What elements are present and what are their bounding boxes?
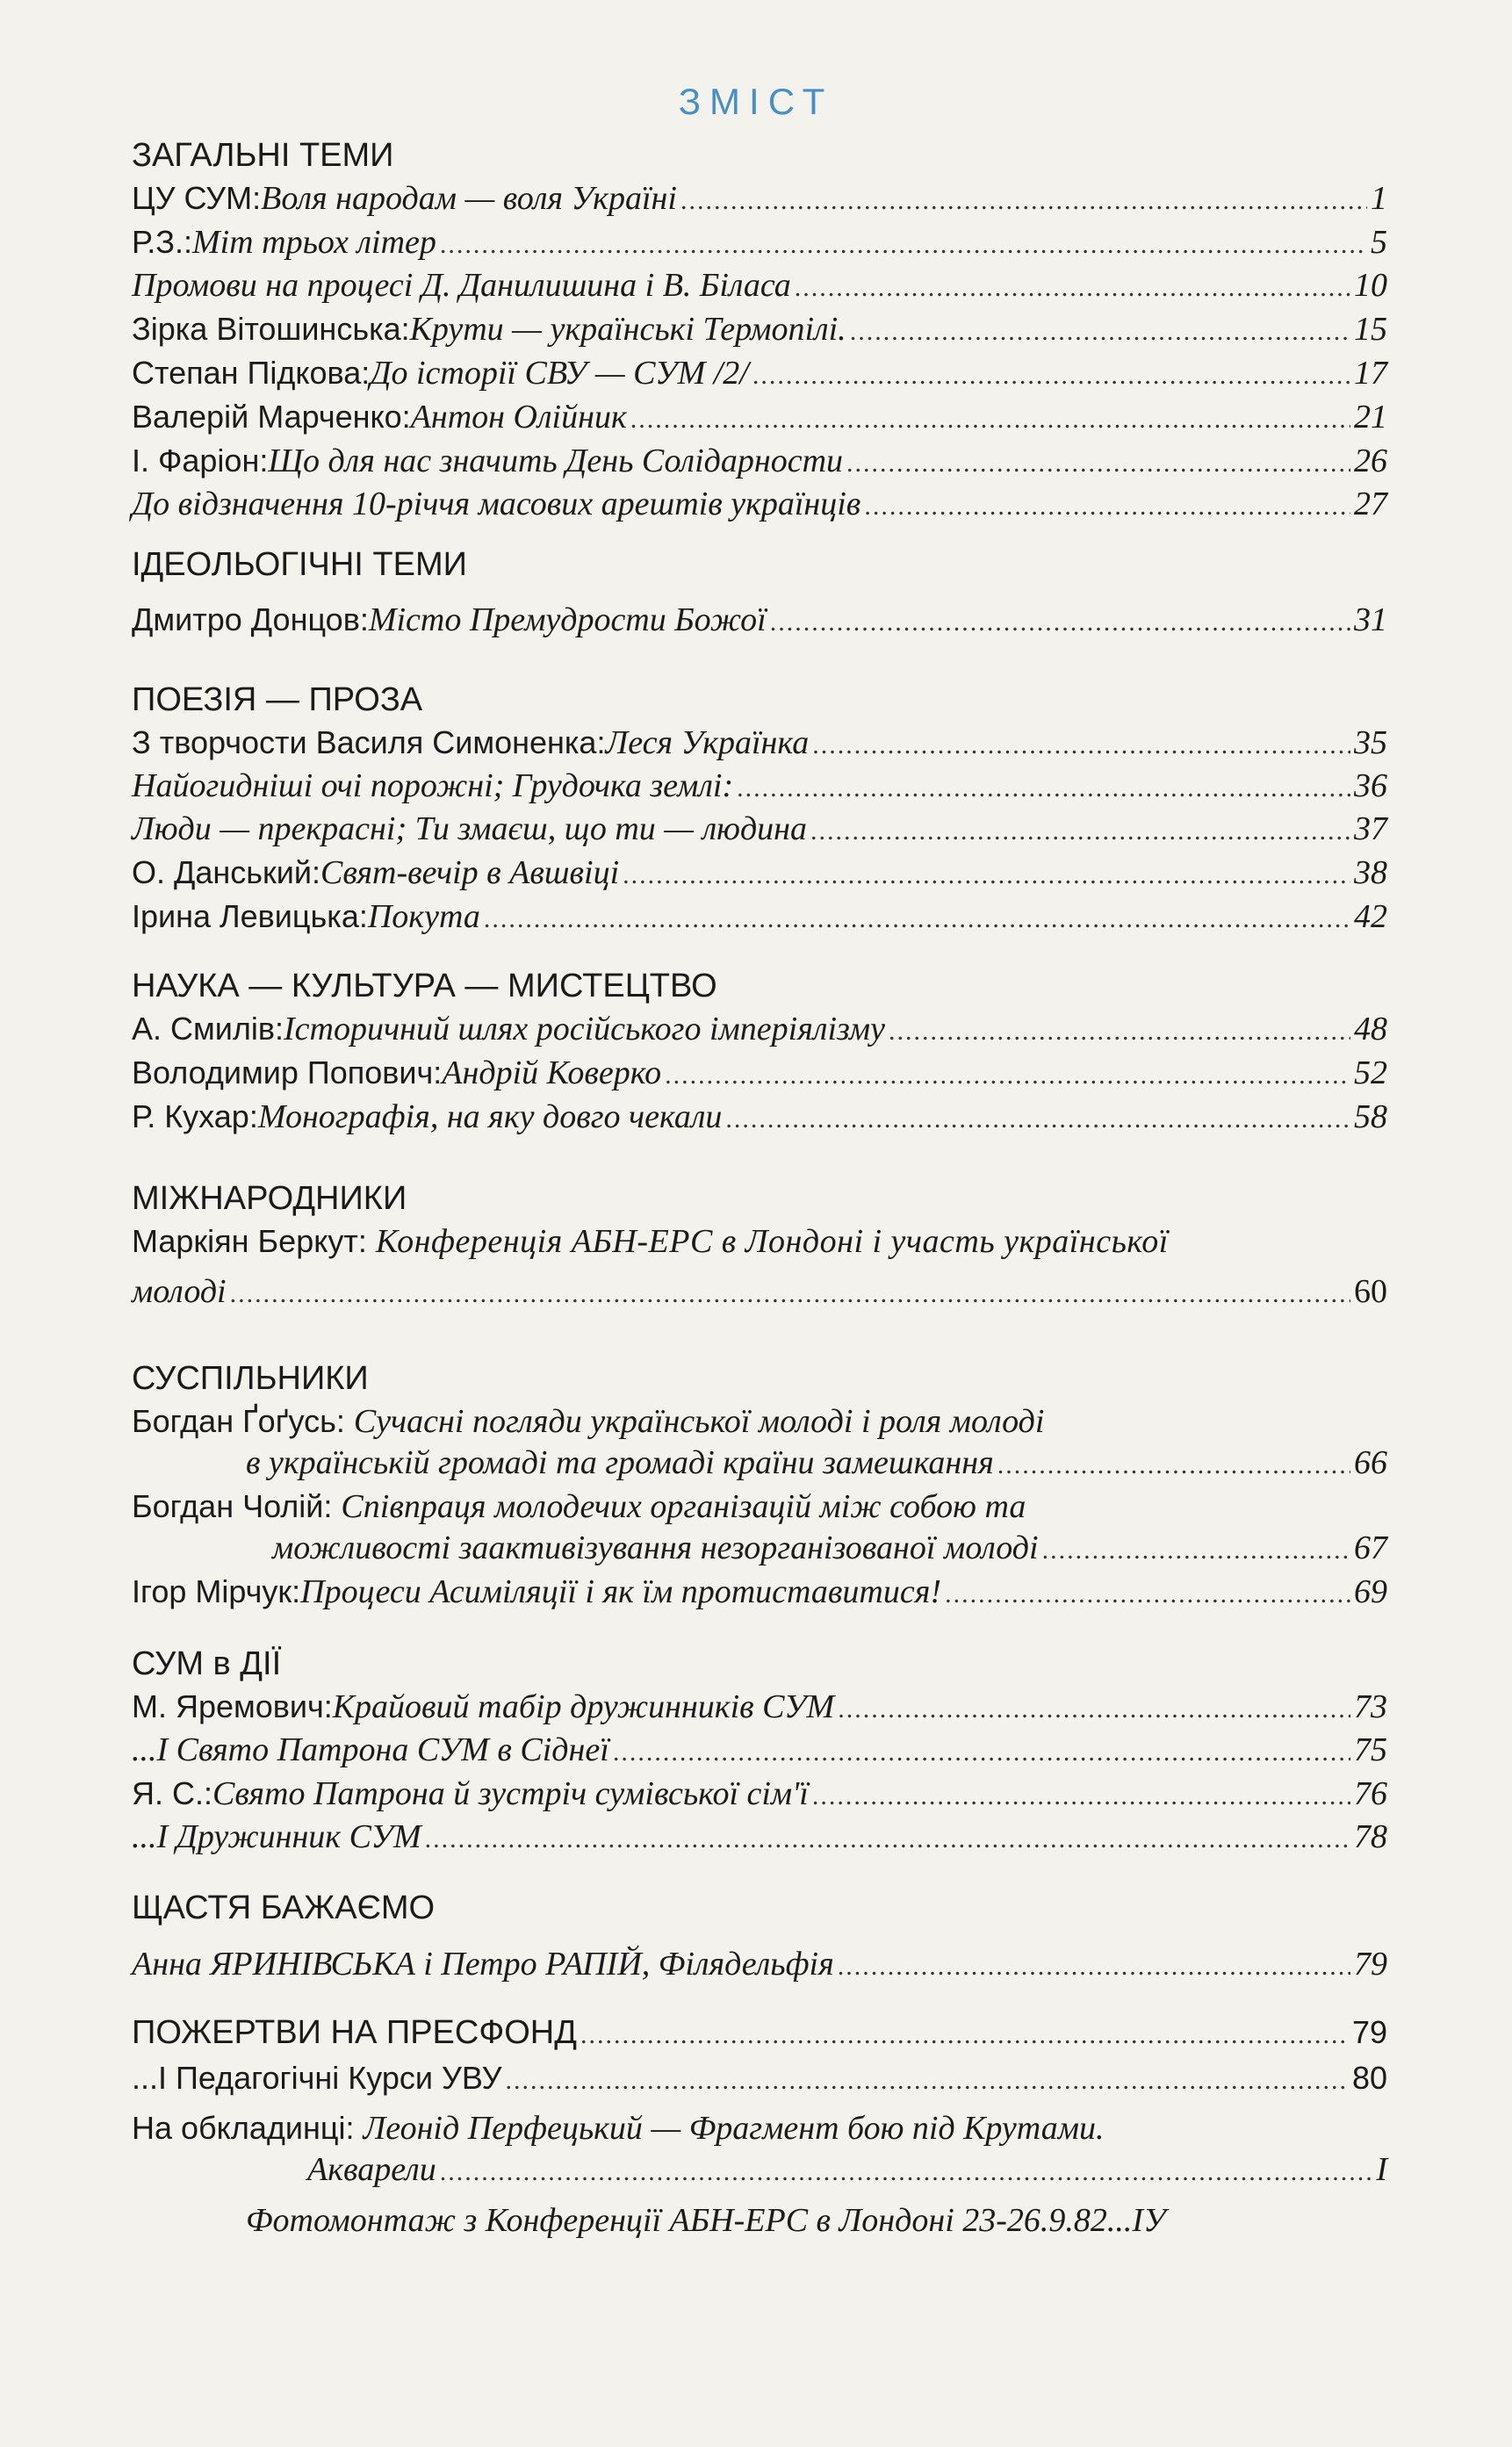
cover-line-2: Акварели ..... I bbox=[132, 2149, 1387, 2192]
toc-entry: Р.З.: Міт трьох літер ..... 5 bbox=[132, 221, 1387, 265]
toc-entry: М. Яремович: Крайовий табір дружинників СУМ ..... 73 bbox=[132, 1686, 1387, 1730]
toc-entry: З творчости Василя Симоненка: Леся Українка ..... 35 bbox=[132, 722, 1387, 766]
section-science-culture-art bbox=[132, 964, 1387, 1140]
toc-entry: ЦУ СУМ: Воля народам — воля Україні ..... 1 bbox=[132, 177, 1387, 221]
toc-entry: Володимир Попович: Андрій Коверко ..... 52 bbox=[132, 1052, 1387, 1096]
toc-entry: Зірка Вітошинська: Крути — українські Термопілі. ..... 15 bbox=[132, 308, 1387, 352]
toc-entry: ...І Свято Патрона СУМ в Сіднеї ..... 75 bbox=[132, 1730, 1387, 1773]
section-heading: ЩАСТЯ БАЖАЄМО bbox=[132, 1889, 436, 1926]
toc-entry-continuation: в українській громаді та громаді країни замешкання ..... 66 bbox=[132, 1443, 1387, 1486]
section-heading: ПОЖЕРТВИ НА ПРЕСФОНД bbox=[132, 2014, 577, 2051]
toc-entry: ...І Педагогічні Курси УВУ ..... 80 bbox=[132, 2057, 1387, 2101]
toc-entry-continuation: молоді ..... 60 bbox=[132, 1271, 1387, 1314]
toc-entry: До відзначення 10-річчя масових арештів українців ..... 27 bbox=[132, 484, 1387, 527]
toc-entry: Ірина Левицька: Покута ..... 42 bbox=[132, 896, 1387, 939]
toc-entry: Найогидніші очі порожні; Грудочка землі: ..... 36 bbox=[132, 766, 1387, 809]
cover-line-1: На обкладинці: Леонід Перфецький — Фрагмент бою під Крутами. bbox=[132, 2110, 1105, 2147]
toc-entry: ...І Дружинник СУМ ..... 78 bbox=[132, 1817, 1387, 1860]
section-congratulations bbox=[132, 1886, 1387, 1987]
toc-entry: А. Смилів: Історичний шлях російського імперіялізму ..... 48 bbox=[132, 1008, 1387, 1052]
toc-entry: Богдан Ґоґусь: Сучасні погляди української молоді і роля молоді bbox=[132, 1403, 1045, 1440]
toc-entry: Богдан Чолій: Співпраця молодечих організацій між собою та bbox=[132, 1488, 1026, 1525]
toc-entry-continuation: можливості заактивізування незорганізованої молоді ..... 67 bbox=[132, 1528, 1387, 1571]
section-press-fund-donations bbox=[132, 2011, 1387, 2101]
cover-line-3: Фотомонтаж з Конференції АБН-ЕРС в Лондоні 23-26.9.82...ІУ bbox=[246, 2202, 1166, 2239]
toc-entry: Р. Кухар: Монографія, на яку довго чекали ..... 58 bbox=[132, 1096, 1387, 1140]
toc-entry: Степан Підкова: До історії СВУ — СУМ /2/ ..... 17 bbox=[132, 352, 1387, 396]
section-sum-in-action bbox=[132, 1642, 1387, 1860]
toc-entry: Люди — прекрасні; Ти змаєш, що ти — людина ..... 37 bbox=[132, 809, 1387, 852]
section-heading: СУМ в ДІЇ bbox=[132, 1645, 282, 1682]
cover-notes bbox=[132, 2107, 1387, 2242]
toc-entry: Валерій Марченко: Антон Олійник ..... 21 bbox=[132, 396, 1387, 440]
toc-entry: Ігор Мірчук: Процеси Асиміляції і як їм протиставитися! ..... 69 bbox=[132, 1571, 1387, 1615]
section-general-topics bbox=[132, 133, 1387, 527]
section-heading-row: ПОЖЕРТВИ НА ПРЕСФОНД ..... 79 bbox=[132, 2011, 1387, 2057]
section-heading: ЗАГАЛЬНІ ТЕМИ bbox=[132, 137, 394, 174]
section-heading: МІЖНАРОДНИКИ bbox=[132, 1180, 407, 1217]
section-ideological-topics bbox=[132, 543, 1387, 643]
section-heading: ІДЕОЛЬОГІЧНІ ТЕМИ bbox=[132, 546, 467, 583]
toc-entry: Я. С.: Свято Патрона й зустріч сумівської сім'ї ..... 76 bbox=[132, 1773, 1387, 1817]
section-heading: ПОЕЗІЯ — ПРОЗА bbox=[132, 681, 423, 718]
section-poetry-prose bbox=[132, 678, 1387, 939]
section-internationalists bbox=[132, 1177, 1387, 1314]
section-heading: НАУКА — КУЛЬТУРА — МИСТЕЦТВО bbox=[132, 968, 717, 1004]
toc-entry: Анна ЯРИНІВСЬКА і Петро РАПІЙ, Філядельфія ..... 79 bbox=[132, 1944, 1387, 1987]
toc-entry: Дмитро Донцов: Місто Премудрости Божої ..... 31 bbox=[132, 599, 1387, 643]
toc-entry: Маркіян Беркут: Конференція АБН-ЕРС в Лондоні і участь української bbox=[132, 1223, 1169, 1260]
section-public-figures bbox=[132, 1357, 1387, 1615]
toc-entry: О. Данський: Свят-вечір в Авшвіці ..... 38 bbox=[132, 852, 1387, 896]
page-title: ЗМІСТ bbox=[678, 81, 834, 122]
section-heading: СУСПІЛЬНИКИ bbox=[132, 1360, 369, 1397]
toc-entry: Промови на процесі Д. Данилишина і В. Біласа ..... 10 bbox=[132, 265, 1387, 308]
toc-entry: І. Фаріон: Що для нас значить День Солідарности ..... 26 bbox=[132, 440, 1387, 484]
